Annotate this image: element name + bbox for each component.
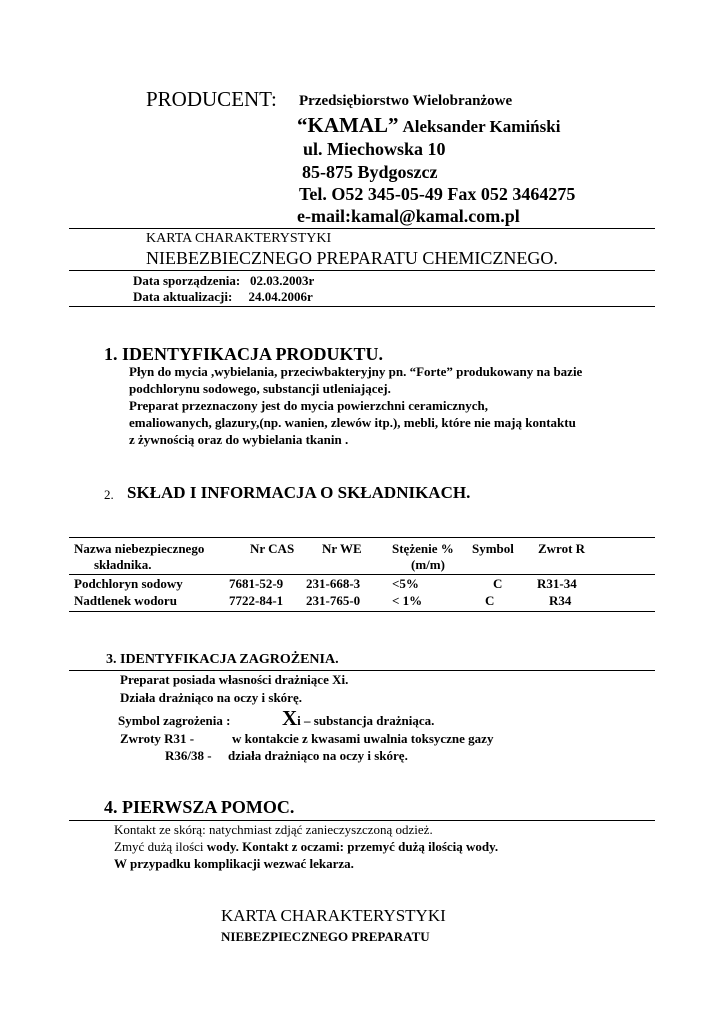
producer-label: PRODUCENT:: [146, 87, 277, 111]
col-header-name: Nazwa niebezpiecznego: [74, 541, 205, 556]
company-city: 85-875 Bydgoszcz: [302, 162, 438, 182]
section1-line: podchlorynu sodowego, substancji utleniającej.: [129, 381, 391, 396]
hazard-symbol-line: [118, 706, 434, 731]
section4-line3: W przypadku komplikacji wezwać lekarza.: [114, 856, 354, 871]
col-header-name-2: składnika.: [94, 557, 152, 572]
card-title-line2: NIEBEZBIECZNEGO PREPARATU CHEMICZNEGO.: [146, 248, 558, 268]
table-top-rule: [69, 537, 655, 538]
cell-name: Podchloryn sodowy: [74, 576, 183, 591]
company-name-line2: [297, 113, 560, 138]
section3-title: 3. IDENTYFIKACJA ZAGROŻENIA.: [106, 652, 339, 667]
section3-line1: Preparat posiada własności drażniące Xi.: [120, 672, 349, 687]
section2-number: 2.: [104, 487, 114, 502]
cell-concentration: <5%: [392, 576, 419, 591]
section2-title: SKŁAD I INFORMACJA O SKŁADNIKACH.: [127, 483, 471, 502]
company-owner: Aleksander Kamiński: [402, 117, 561, 136]
cell-concentration: < 1%: [392, 593, 423, 608]
cell-r-phrase: R31-34: [537, 576, 577, 591]
cell-symbol: C: [493, 576, 503, 591]
cell-cas: 7681-52-9: [229, 576, 284, 591]
section4-number: 4.: [104, 797, 118, 817]
section4-line2-normal: Zmyć dużą ilości: [114, 839, 207, 854]
r31-text: w kontakcie z kwasami uwalnia toksyczne gazy: [232, 731, 494, 746]
section4-rule: [69, 820, 655, 821]
date-updated-label: Data aktualizacji:: [133, 289, 233, 304]
date-updated-value: 24.04.2006r: [248, 289, 313, 304]
cell-r-phrase: R34: [549, 593, 572, 608]
hazard-symbol-desc: i – substancja drażniąca.: [297, 713, 435, 728]
cell-symbol: C: [485, 593, 495, 608]
col-header-cas: Nr CAS: [250, 541, 295, 556]
section1-line: z żywnością oraz do wybielania tkanin .: [129, 432, 349, 447]
date-created-label: Data sporządzenia:: [133, 273, 241, 288]
company-name-line1: Przedsiębiorstwo Wielobranżowe: [299, 93, 513, 109]
section1-number: 1.: [104, 344, 118, 364]
dates-divider: [69, 306, 655, 307]
col-header-r-phrase: Zwrot R: [538, 541, 586, 556]
date-updated: [133, 289, 313, 305]
company-street: ul. Miechowska 10: [303, 139, 446, 159]
section4-line2: [114, 839, 498, 855]
cell-cas: 7722-84-1: [229, 593, 284, 608]
col-header-we: Nr WE: [322, 541, 362, 556]
section3-line2: Działa drażniąco na oczy i skórę.: [120, 690, 302, 705]
hazard-symbol-label: Symbol zagrożenia :: [118, 713, 231, 728]
cell-we: 231-765-0: [306, 593, 361, 608]
table-header-rule: [69, 574, 655, 575]
card-title-line1: KARTA CHARAKTERYSTYKI: [146, 231, 332, 246]
col-header-symbol: Symbol: [472, 541, 514, 556]
company-phone: Tel. O52 345-05-49 Fax 052 3464275: [299, 184, 576, 204]
r3638-text: działa drażniąco na oczy i skórę.: [228, 748, 408, 763]
table-bottom-rule: [69, 611, 655, 612]
footer-title1: KARTA CHARAKTERYSTYKI: [221, 906, 446, 925]
company-email: e-mail:kamal@kamal.com.pl: [297, 206, 520, 226]
hazard-symbol-x: X: [282, 706, 298, 730]
section1-line: emaliowanych, glazury,(np. wanien, zlewów itp.), mebli, które nie mają kontaktu: [129, 415, 576, 430]
r31-code: Zwroty R31 -: [120, 731, 195, 746]
section1-line: Preparat przeznaczony jest do mycia powierzchni ceramicznych,: [129, 398, 488, 413]
title-divider: [69, 270, 655, 271]
col-header-concentration-2: (m/m): [411, 557, 445, 572]
col-header-concentration: Stężenie %: [392, 541, 454, 556]
section3-rule: [69, 670, 655, 671]
cell-we: 231-668-3: [306, 576, 361, 591]
section4-line2-bold: wody. Kontakt z oczami: przemyć dużą ilością wody.: [206, 839, 499, 854]
header-divider: [69, 228, 655, 229]
date-created: [133, 273, 314, 289]
company-brand: “KAMAL”: [297, 113, 399, 137]
section1-line: Płyn do mycia ,wybielania, przeciwbakteryjny pn. “Forte” produkowany na bazie: [129, 364, 583, 379]
section1-title: IDENTYFIKACJA PRODUKTU.: [122, 344, 384, 364]
section4-title: PIERWSZA POMOC.: [122, 797, 295, 817]
cell-name: Nadtlenek wodoru: [74, 593, 177, 608]
footer-title2: NIEBEZPIECZNEGO PREPARATU: [221, 929, 430, 944]
r3638-code: R36/38 -: [165, 748, 212, 763]
date-created-value: 02.03.2003r: [250, 273, 315, 288]
section4-line1: Kontakt ze skórą: natychmiast zdjąć zanieczyszczoną odzież.: [114, 822, 433, 837]
